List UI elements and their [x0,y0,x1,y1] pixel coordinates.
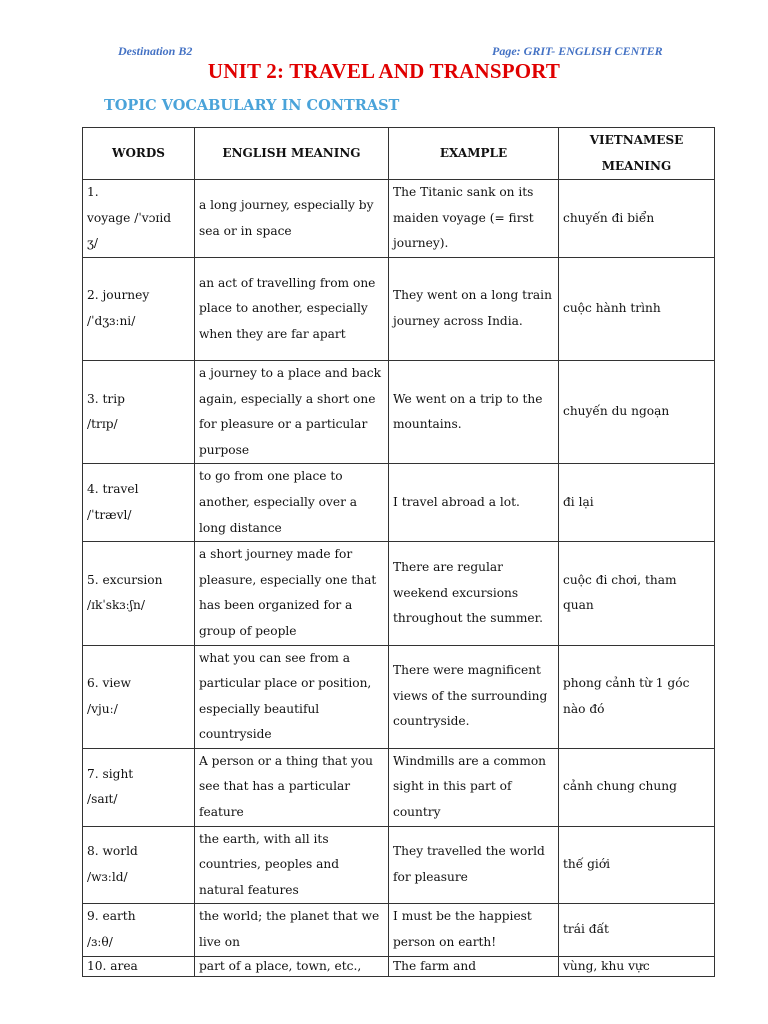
english-meaning-cell: a long journey, especially by sea or in space [195,180,389,258]
table-row [83,645,715,748]
word-cell [83,360,195,463]
example-cell: There were magnificent views of the surrounding countryside. [389,645,559,748]
english-meaning-cell: a journey to a place and back again, especially a short one for pleasure or a particular purpose [195,360,389,463]
vietnamese-meaning-cell: chuyến du ngoạn [559,360,715,463]
section-subtitle: TOPIC VOCABULARY IN CONTRAST [104,97,400,114]
table-row [83,904,715,956]
example-cell: We went on a trip to the mountains. [389,360,559,463]
word-cell [83,180,195,258]
word-text: 3. trip /trɪp/ [87,391,125,432]
example-cell: Windmills are a common sight in this part of country [389,748,559,826]
table-header-row [83,128,715,180]
example-cell: The farm and [389,956,559,976]
word-cell [83,645,195,748]
header-left-text: Destination B2 [118,44,193,58]
page-title: UNIT 2: TRAVEL AND TRANSPORT [207,59,561,83]
table-row [83,360,715,463]
vocabulary-table [82,127,715,977]
example-cell: I must be the happiest person on earth! [389,904,559,956]
vietnamese-meaning-cell: trái đất [559,904,715,956]
english-meaning-cell: to go from one place to another, especially over a long distance [195,464,389,542]
word-cell [83,542,195,645]
vietnamese-meaning-cell: cuộc đi chơi, tham quan [559,542,715,645]
word-cell [83,904,195,956]
english-meaning-cell: what you can see from a particular place or position, especially beautiful countryside [195,645,389,748]
word-text: 1. voyage /ˈvɔɪid ʒ/ [87,185,172,251]
table-row [83,826,715,904]
table-row [83,956,715,976]
column-header-vietnamese-meaning: VIETNAMESE MEANING [559,128,715,180]
vietnamese-meaning-cell: đi lại [559,464,715,542]
table-row [83,180,715,258]
example-cell: The Titanic sank on its maiden voyage (= first journey). [389,180,559,258]
vietnamese-meaning-cell: thế giới [559,826,715,904]
word-text: 5. excursion /ɪkˈskɜːʃn/ [87,572,163,613]
word-cell [83,464,195,542]
example-cell: They went on a long train journey across India. [389,257,559,360]
vietnamese-meaning-cell: chuyến đi biển [559,180,715,258]
table-row [83,542,715,645]
word-cell [83,257,195,360]
english-meaning-cell: a short journey made for pleasure, especially one that has been organized for a group of people [195,542,389,645]
table-row [83,464,715,542]
vietnamese-meaning-cell: phong cảnh từ 1 góc nào đó [559,645,715,748]
word-cell [83,748,195,826]
english-meaning-cell: A person or a thing that you see that has a particular feature [195,748,389,826]
table-row [83,257,715,360]
vietnamese-meaning-cell: cảnh chung chung [559,748,715,826]
header-right-text: Page: GRIT- ENGLISH CENTER [492,44,663,58]
word-text: 9. earth /ɜːθ/ [87,909,136,950]
english-meaning-cell: part of a place, town, etc., [195,956,389,976]
word-text: 7. sight /saɪt/ [87,766,134,807]
column-header-words: WORDS [83,128,195,180]
word-cell [83,956,195,976]
english-meaning-cell: an act of travelling from one place to another, especially when they are far apart [195,257,389,360]
column-header-english-meaning: ENGLISH MEANING [195,128,389,180]
vietnamese-meaning-cell: cuộc hành trình [559,257,715,360]
table-row [83,748,715,826]
word-cell [83,826,195,904]
example-cell: I travel abroad a lot. [389,464,559,542]
example-cell: They travelled the world for pleasure [389,826,559,904]
example-cell: There are regular weekend excursions throughout the summer. [389,542,559,645]
word-text: 2. journey /ˈdʒɜːni/ [87,288,150,328]
word-text: 10. area [87,959,138,974]
english-meaning-cell: the world; the planet that we live on [195,904,389,956]
column-header-example: EXAMPLE [389,128,559,180]
word-text: 6. view /vjuː/ [87,676,131,716]
word-text: 8. world /wɜːld/ [87,844,138,885]
english-meaning-cell: the earth, with all its countries, peoples and natural features [195,826,389,904]
word-text: 4. travel /ˈtrævl/ [87,482,139,522]
vietnamese-meaning-cell: vùng, khu vực [559,956,715,976]
